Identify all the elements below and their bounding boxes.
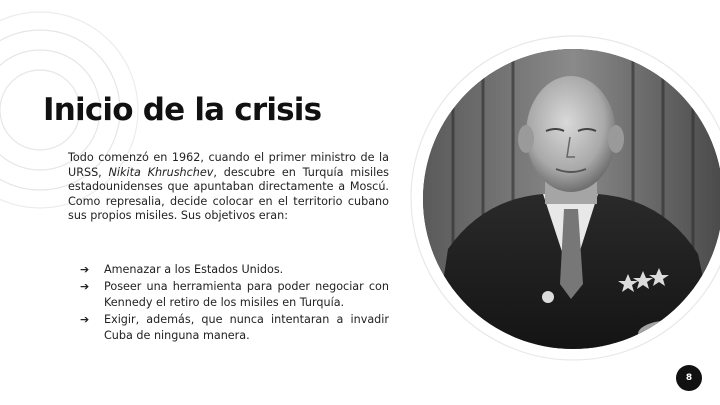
list-item-text: Exigir, además, que nunca intentaran a invadir Cuba de ninguna manera. (104, 312, 389, 343)
list-item (80, 279, 389, 312)
arrow-right-icon: ➔ (80, 279, 90, 293)
list-item-text: Amenazar a los Estados Unidos. (104, 263, 284, 276)
page-number: 8 (685, 373, 693, 383)
intro-paragraph (68, 151, 389, 224)
portrait-photo (423, 49, 720, 349)
objectives-list (80, 262, 389, 345)
page-number-badge (676, 365, 702, 391)
list-item (80, 262, 389, 279)
slide-title: Inicio de la crisis (43, 92, 322, 128)
list-item-text: Poseer una herramienta para poder negociar con Kennedy el retiro de los misiles en Turquía. (104, 279, 389, 310)
portrait-illustration (423, 49, 720, 349)
intro-text-start: Todo comenzó en 1962, cuando el primer ministro de la URSS, (68, 151, 389, 179)
person-name: Nikita Khrushchev (108, 165, 214, 179)
list-item (80, 312, 389, 345)
intro-text-end: , descubre en Turquía misiles estadounidenses que apuntaban directamente a Moscú. Como represalia, decide colocar en el territorio cubano sus propios misiles. Sus objetivos eran: (68, 165, 389, 223)
arrow-right-icon: ➔ (80, 312, 90, 326)
arrow-right-icon: ➔ (80, 263, 90, 276)
